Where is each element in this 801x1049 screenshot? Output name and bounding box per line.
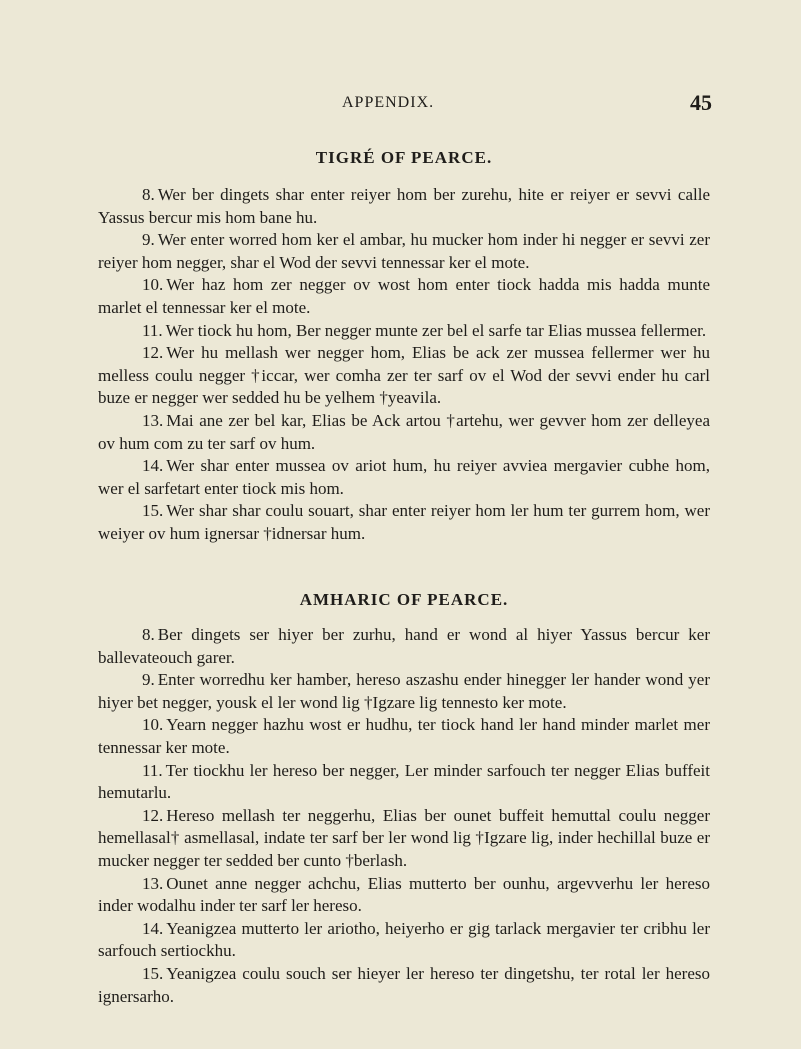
running-head xyxy=(0,90,801,116)
verse-text: Wer shar shar coulu souart, shar enter reiyer hom ler hum ter gurrem hom, wer weiyer ov hum ignersar †idnersar hum. xyxy=(98,501,710,543)
verse-number: 12. xyxy=(142,805,164,825)
verse-number: 14. xyxy=(142,456,164,476)
amharic-section xyxy=(98,590,710,1008)
verse-text: Wer haz hom zer negger ov wost hom enter tiock hadda mis hadda munte marlet el tennessar ker el mote. xyxy=(98,275,710,317)
verse-text: Wer ber dingets shar enter reiyer hom ber zurehu, hite er reiyer er sevvi calle Yassus bercur mis hom bane hu. xyxy=(98,185,710,227)
verse-paragraph xyxy=(98,342,710,410)
verse-paragraph xyxy=(98,455,710,500)
verse-text: Enter worredhu ker hamber, hereso aszashu ender hinegger ler hander wond yer hiyer bet negger, yousk el ler wond lig †Igzare lig tennesto ker mote. xyxy=(98,670,710,712)
verse-number: 8. xyxy=(142,625,155,644)
verse-paragraph xyxy=(98,274,710,319)
verse-number: 10. xyxy=(142,275,164,295)
verse-text: Yearn negger hazhu wost er hudhu, ter tiock hand ler hand minder marlet mer tennessar ker mote. xyxy=(98,715,710,757)
verse-paragraph xyxy=(98,918,710,963)
verse-text: Hereso mellash ter neggerhu, Elias ber ounet buffeit hemuttal coulu negger hemellasal† asmellasal, indate ter sarf ber ler wond lig †Igzare lig, inder hechillal buze er mucker negger ter sedded ber cunto †berlash. xyxy=(98,805,710,870)
verse-number: 10. xyxy=(142,715,164,735)
paragraph-list xyxy=(98,184,710,546)
tigre-section xyxy=(98,148,710,546)
verse-number: 11. xyxy=(142,760,163,780)
verse-text: Ber dingets ser hiyer ber zurhu, hand er wond al hiyer Yassus bercur ker ballevateouch garer. xyxy=(98,625,710,667)
verse-number: 13. xyxy=(142,873,164,893)
page-number: 45 xyxy=(690,90,712,115)
section-heading: AMHARIC OF PEARCE. xyxy=(299,590,509,609)
verse-text: Wer hu mellash wer negger hom, Elias be ack zer mussea fellermer wer hu melless coulu negger †iccar, wer comha zer ter sarf ov el Wod der sevvi ender hu carl buze er negger wer sedded hu be yelhem †yeavila. xyxy=(98,343,710,408)
verse-paragraph xyxy=(98,873,710,918)
verse-paragraph xyxy=(98,760,710,805)
verse-number: 15. xyxy=(142,501,164,521)
verse-text: Wer enter worred hom ker el ambar, hu mucker hom inder hi negger er sevvi zer reiyer hom negger, shar el Wod der sevvi tennessar ker el mote. xyxy=(98,230,710,272)
verse-paragraph xyxy=(98,714,710,759)
verse-text: Wer tiock hu hom, Ber negger munte zer bel el sarfe tar Elias mussea fellermer. xyxy=(165,320,707,340)
verse-number: 11. xyxy=(142,320,163,340)
verse-number: 15. xyxy=(142,963,164,983)
verse-text: Yeanigzea mutterto ler ariotho, heiyerho er gig tarlack mergavier ter cribhu ler sarfouch sertiockhu. xyxy=(98,918,710,961)
verse-paragraph xyxy=(98,805,710,873)
verse-number: 8. xyxy=(142,185,155,204)
verse-number: 12. xyxy=(142,343,164,363)
verse-paragraph xyxy=(98,963,710,1008)
verse-paragraph xyxy=(98,500,710,545)
verse-paragraph xyxy=(98,669,710,714)
verse-paragraph xyxy=(98,229,710,274)
verse-paragraph xyxy=(98,624,710,669)
verse-paragraph xyxy=(98,410,710,455)
section-heading: TIGRÉ OF PEARCE. xyxy=(315,148,493,167)
running-title: APPENDIX. xyxy=(342,94,435,111)
verse-paragraph xyxy=(98,184,710,229)
verse-text: Yeanigzea coulu souch ser hieyer ler hereso ter dingetshu, ter rotal ler hereso ignersarho. xyxy=(98,963,710,1006)
verse-number: 9. xyxy=(142,670,155,690)
paragraph-list xyxy=(98,624,710,1008)
verse-paragraph xyxy=(98,320,710,343)
verse-text: Mai ane zer bel kar, Elias be Ack artou †artehu, wer gevver hom zer delleyea ov hum com zu ter sarf ov hum. xyxy=(98,410,710,453)
verse-number: 14. xyxy=(142,918,164,938)
verse-text: Ounet anne negger achchu, Elias mutterto ber ounhu, argevverhu ler hereso inder wodalhu inder ter sarf ler hereso. xyxy=(98,873,710,916)
verse-number: 9. xyxy=(142,230,155,250)
verse-text: Ter tiockhu ler hereso ber negger, Ler minder sarfouch ter negger Elias buffeit hemutarlu. xyxy=(98,760,710,803)
verse-text: Wer shar enter mussea ov ariot hum, hu reiyer avviea mergavier cubhe hom, wer el sarfetart enter tiock mis hom. xyxy=(98,456,710,498)
verse-number: 13. xyxy=(142,410,164,430)
